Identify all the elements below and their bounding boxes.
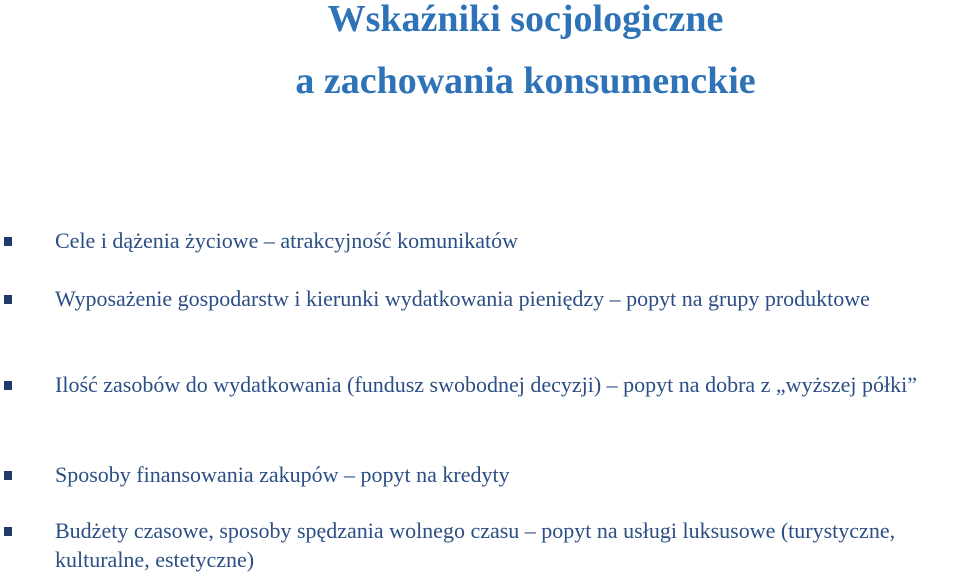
square-bullet-icon bbox=[4, 381, 12, 390]
bullet-text: Cele i dążenia życiowe – atrakcyjność komunikatów bbox=[55, 228, 519, 253]
bullet-text: Wyposażenie gospodarstw i kierunki wydatkowania pieniędzy – popyt na grupy produktowe bbox=[55, 286, 870, 311]
title-line-2: a zachowania konsumenckie bbox=[295, 60, 756, 102]
bullet-text: Budżety czasowe, sposoby spędzania wolnego czasu – popyt na usługi luksusowe (turystyczne, kulturalne, estetyczne) bbox=[55, 518, 896, 572]
bullet-text: Ilość zasobów do wydatkowania (fundusz swobodnej decyzji) – popyt na dobra z „wyższej półki” bbox=[55, 372, 918, 397]
title-line-1: Wskaźniki socjologiczne bbox=[327, 0, 724, 40]
square-bullet-icon bbox=[4, 527, 12, 536]
square-bullet-icon bbox=[4, 295, 12, 304]
square-bullet-icon bbox=[4, 471, 12, 480]
square-bullet-icon bbox=[4, 237, 12, 246]
bullet-text: Sposoby finansowania zakupów – popyt na kredyty bbox=[55, 462, 510, 487]
